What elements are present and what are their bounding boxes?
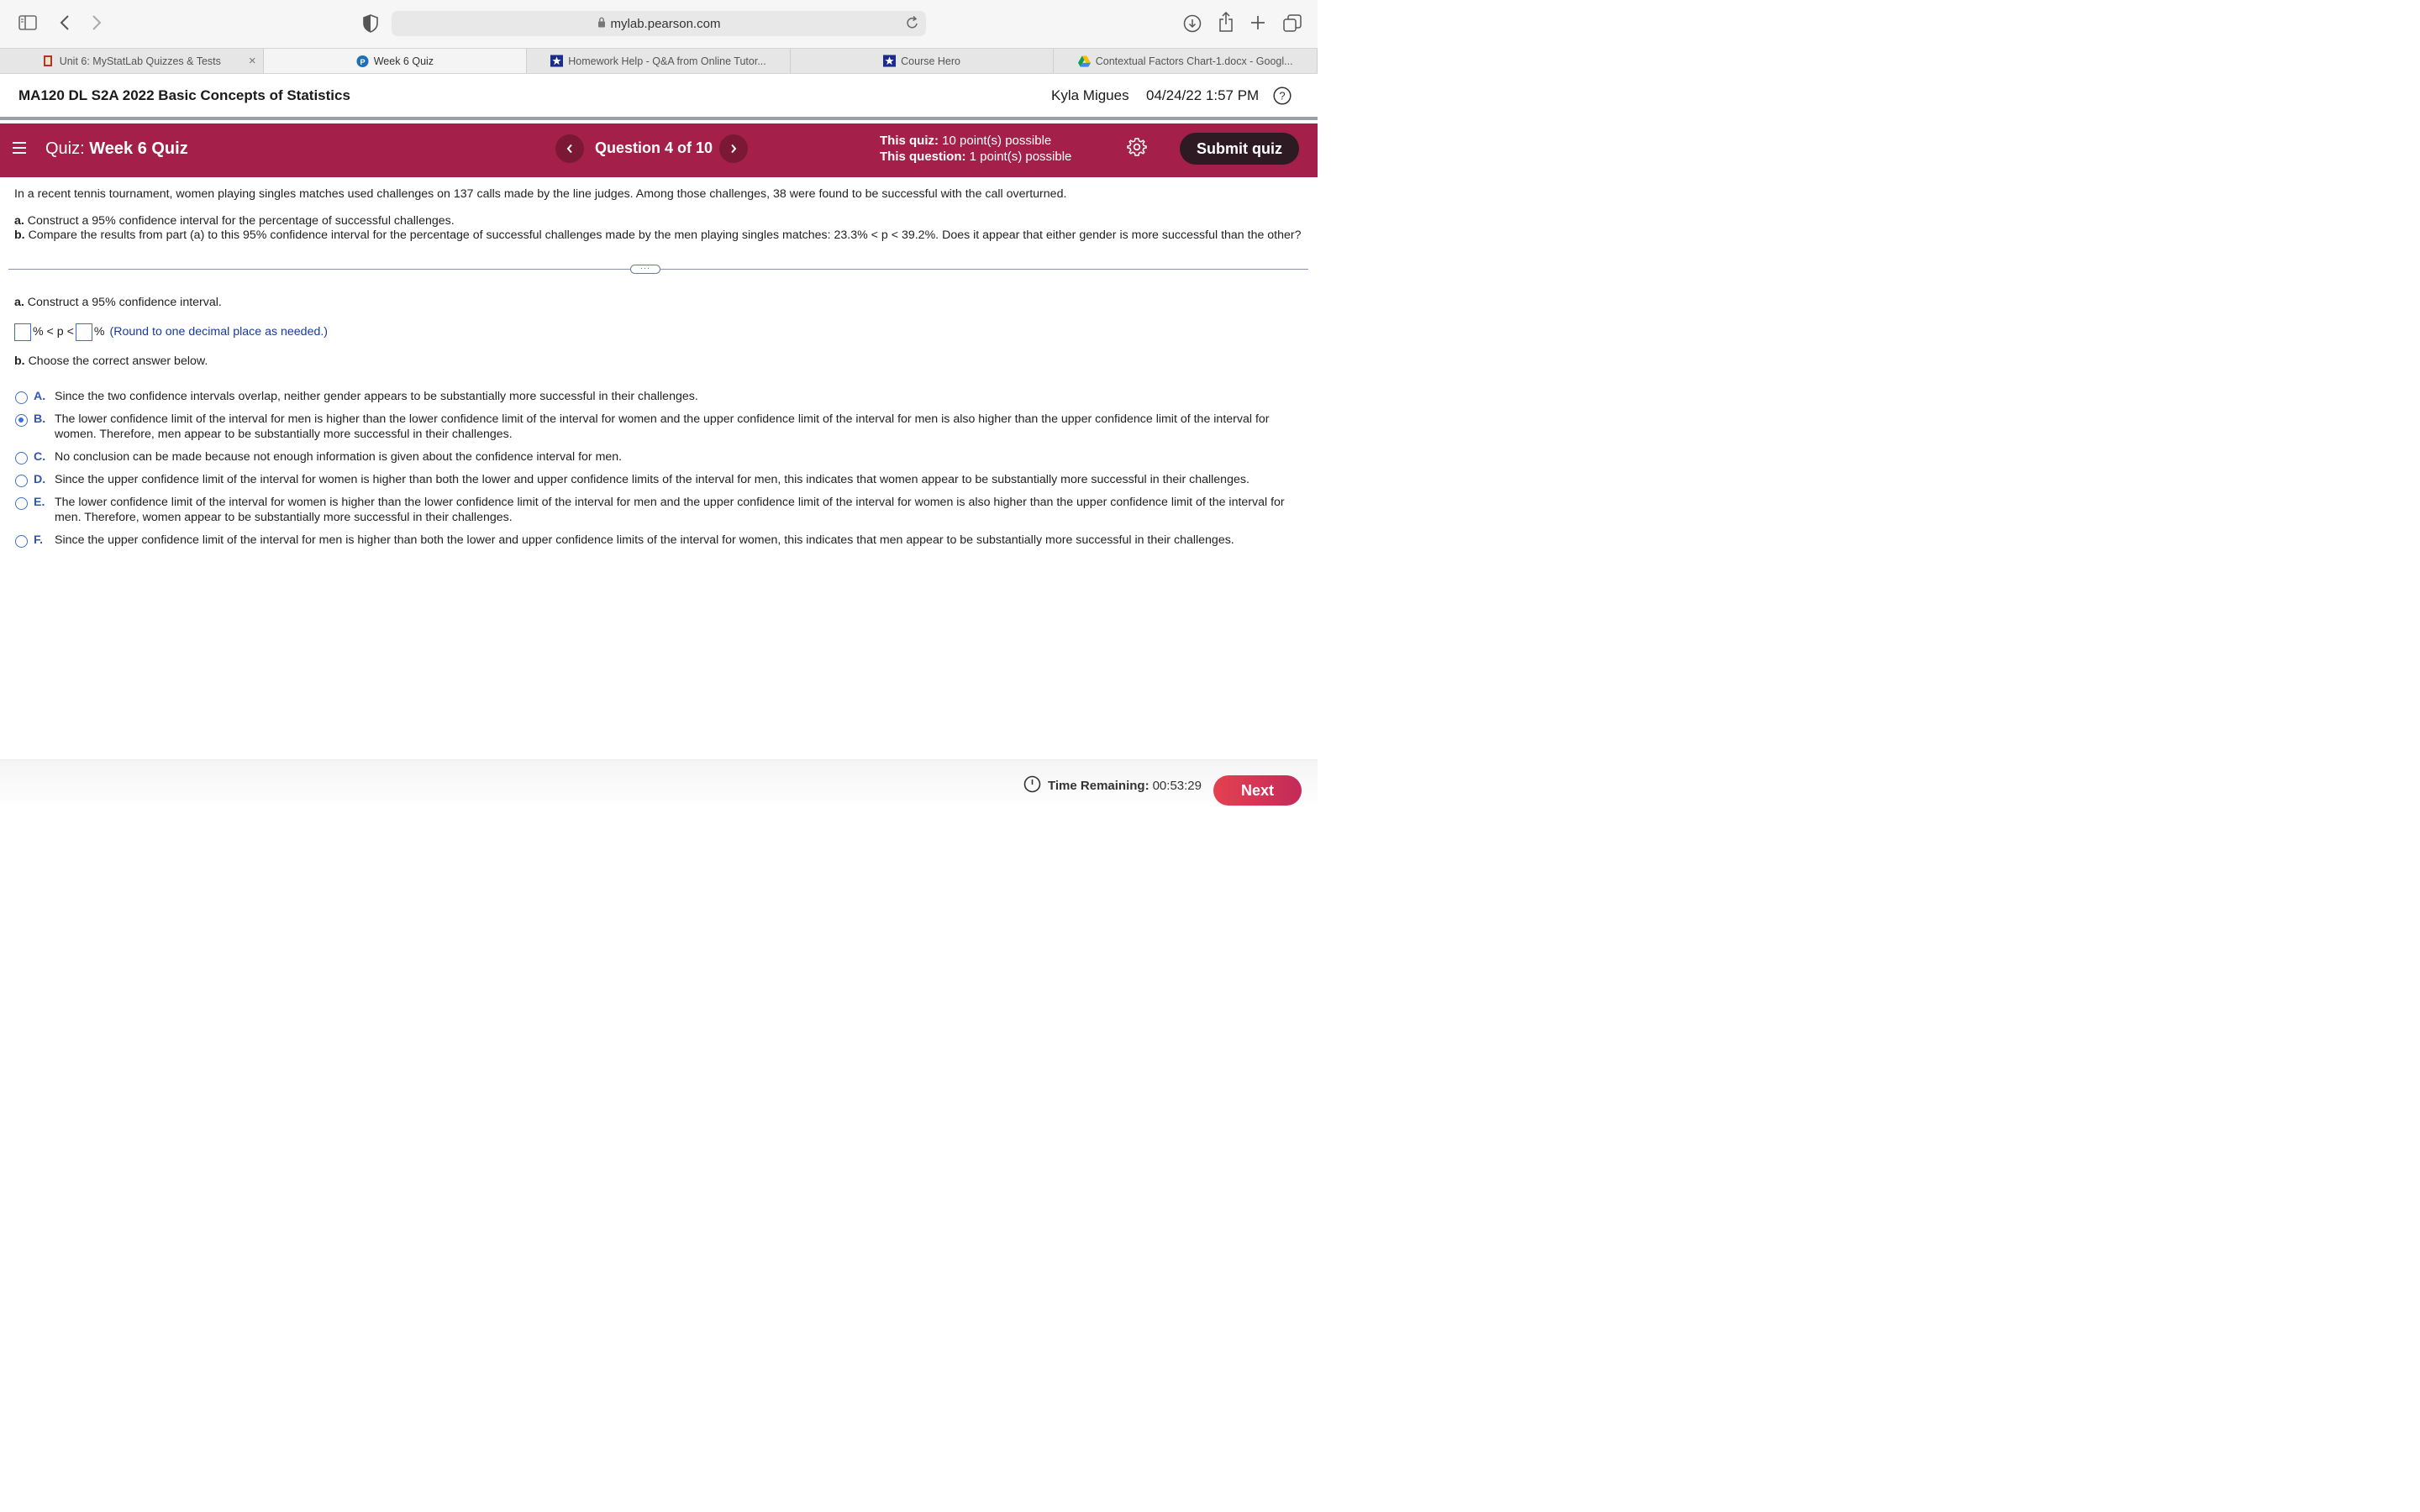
next-question-button[interactable] [719,134,748,163]
answer-b-label: b. [14,354,25,368]
rounding-hint: (Round to one decimal place as needed.) [109,325,329,339]
option-e[interactable] [15,496,1286,525]
tab-week6-quiz[interactable] [264,49,528,73]
course-title: MA120 DL S2A 2022 Basic Concepts of Statistics [18,87,350,103]
confidence-interval-row [14,323,328,341]
answer-b-text: Choose the correct answer below. [28,354,208,368]
tab-label: Course Hero [901,55,961,67]
address-bar[interactable] [392,11,926,36]
chevron-right-icon [729,144,738,154]
answer-part-a [14,296,222,309]
chevron-left-icon [566,144,574,154]
help-icon[interactable] [1273,87,1292,109]
tab-contextual-factors[interactable] [1054,49,1318,73]
option-text: Since the upper confidence limit of the interval for men is higher than both the lower and upper confidence limits of the interval for women, this indicates that men appear to be substantially more successful in their challenges. [55,533,1234,547]
option-d[interactable] [15,473,1286,488]
tab-label: Unit 6: MyStatLab Quizzes & Tests [59,55,221,67]
option-a[interactable] [15,390,1286,405]
tab-label: Homework Help - Q&A from Online Tutor... [568,55,766,67]
option-text: The lower confidence limit of the interval for women is higher than the lower confidence limit of the interval for men and the upper confidence limit of the interval for women is also higher than the upper confidence limit of the interval for men. Therefore, women appear to be substantially more successful in their challenges. [55,496,1285,524]
option-letter: C. [34,450,46,464]
ci-middle-text: % < p < [33,325,74,339]
tab-unit6-quizzes[interactable] [0,49,264,73]
radio-button[interactable] [15,475,28,487]
expand-toggle-button[interactable]: ··· [630,265,660,274]
tab-label: Week 6 Quiz [373,55,434,67]
radio-button[interactable] [15,452,28,465]
option-text: The lower confidence limit of the interval for men is higher than the lower confidence limit of the interval for women and the upper confidence limit of the interval for men is also higher than the upper confidence limit of the interval for women. Therefore, men appear to be substantially more successful in their challenges. [55,412,1270,441]
coursehero-icon [550,55,563,67]
question-intro: In a recent tennis tournament, women playing singles matches used challenges on 137 calls made by the line judges. Among those challenges, 38 were found to be successful with the call overturned. [14,187,1067,201]
tab-course-hero[interactable] [791,49,1055,73]
new-tab-icon[interactable] [1250,15,1265,30]
downloads-icon[interactable] [1183,14,1202,33]
radio-button-selected[interactable] [15,414,28,427]
quiz-title [45,139,188,159]
tab-homework-help[interactable] [527,49,791,73]
privacy-shield-icon[interactable] [363,14,378,33]
back-icon[interactable] [59,14,71,31]
option-letter: A. [34,390,46,403]
quiz-prefix: Quiz: [45,139,85,158]
reload-icon[interactable] [906,15,919,34]
url-text: mylab.pearson.com [610,16,721,31]
bookmark-icon [42,55,55,67]
time-label: Time Remaining: [1048,779,1150,793]
answer-a-label: a. [14,296,24,309]
part-b-text: Compare the results from part (a) to this 95% confidence interval for the percentage of successful challenges made by the men playing singles matches: 23.3% < p < 39.2%. Does it appear that either gender is more successful than the other? [28,228,1302,242]
this-quiz-value: 10 point(s) possible [942,134,1052,148]
close-tab-icon[interactable]: × [248,54,256,68]
option-text: Since the upper confidence limit of the interval for women is higher than both the lower and upper confidence limits of the interval for men, this indicates that women appear to be substantially more successful in their challenges. [55,473,1249,486]
lower-limit-input[interactable] [14,323,31,341]
tab-bar [0,48,1318,74]
pearson-icon [356,55,369,67]
time-value: 00:53:29 [1152,779,1202,793]
submit-quiz-button[interactable]: Submit quiz [1180,133,1299,165]
question-part-a [14,214,455,228]
lock-icon [597,17,606,31]
svg-text:P: P [360,57,366,66]
option-letter: F. [34,533,44,547]
gear-icon[interactable] [1127,137,1147,161]
answer-a-text: Construct a 95% confidence interval. [27,296,222,309]
clock-icon [1023,775,1041,796]
date-time: 04/24/22 1:57 PM [1146,87,1260,103]
tab-label: Contextual Factors Chart-1.docx - Googl... [1095,55,1293,67]
this-question-label: This question: [880,150,966,164]
option-letter: D. [34,473,46,486]
course-header [0,74,1318,120]
radio-button[interactable] [15,391,28,404]
time-remaining [1023,775,1202,796]
part-a-label: a. [14,214,24,228]
user-name: Kyla Migues [1051,87,1129,103]
this-quiz-label: This quiz: [880,134,939,148]
previous-question-button[interactable] [555,134,584,163]
option-c[interactable] [15,450,1286,465]
option-letter: B. [34,412,46,426]
radio-button[interactable] [15,497,28,510]
svg-text:?: ? [1279,89,1286,102]
option-b[interactable] [15,412,1286,442]
quiz-bar [0,123,1318,177]
option-f[interactable] [15,533,1286,549]
option-text: Since the two confidence intervals overlap, neither gender appears to be substantially more successful in their challenges. [55,390,698,403]
google-drive-icon [1078,55,1091,67]
quiz-name: Week 6 Quiz [89,139,188,158]
browser-toolbar [0,0,1318,48]
ci-end-text: % [93,325,105,339]
sidebar-toggle-icon[interactable] [18,15,37,30]
part-b-label: b. [14,228,25,242]
this-question-value: 1 point(s) possible [969,150,1072,164]
next-button[interactable]: Next [1213,775,1302,806]
coursehero-icon [883,55,896,67]
part-a-text: Construct a 95% confidence interval for the percentage of successful challenges. [27,214,455,228]
radio-button[interactable] [15,535,28,548]
share-icon[interactable] [1218,12,1234,32]
question-part-b [14,228,1302,242]
question-counter: Question 4 of 10 [595,139,713,156]
option-text: No conclusion can be made because not enough information is given about the confidence interval for men. [55,450,623,464]
menu-icon[interactable] [12,140,27,160]
quiz-footer [0,759,1318,810]
option-letter: E. [34,496,45,509]
forward-icon[interactable] [91,14,103,31]
tab-overview-icon[interactable] [1283,14,1302,33]
points-info [880,133,1071,165]
upper-limit-input[interactable] [76,323,92,341]
answer-part-b [14,354,208,368]
